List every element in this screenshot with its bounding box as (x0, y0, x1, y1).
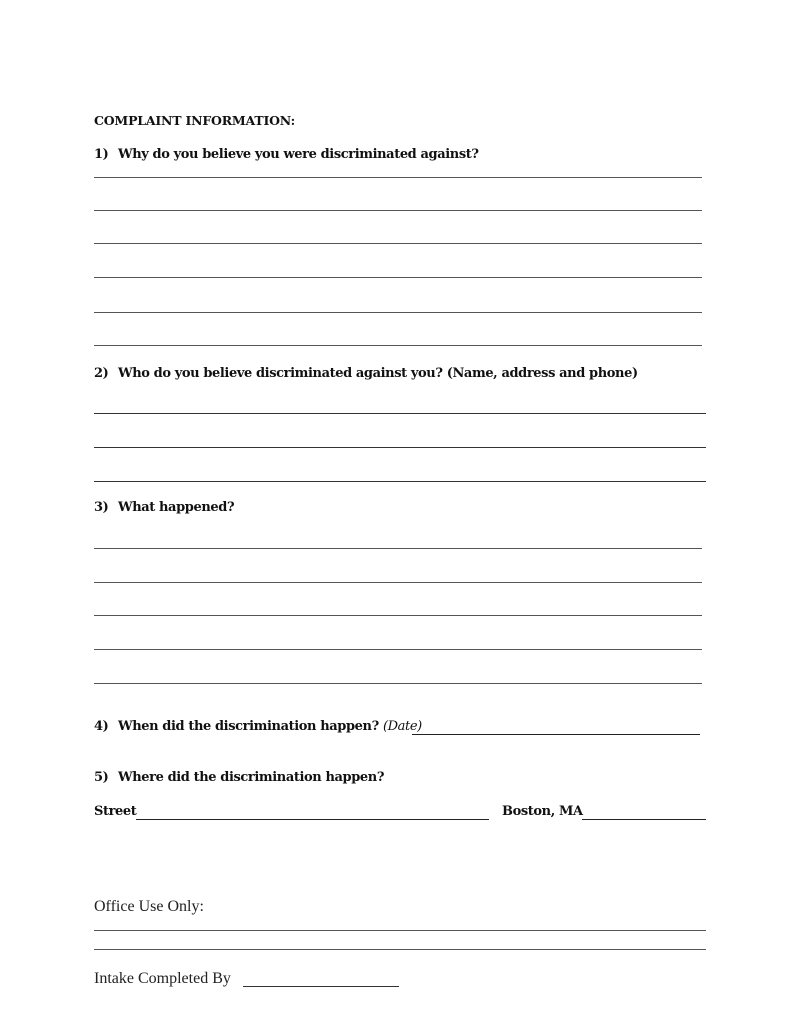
section-title: COMPLAINT INFORMATION: (94, 113, 295, 128)
question-2-text: Who do you believe discriminated against you? (Name, address and phone) (118, 366, 638, 381)
question-1-number: 1) (94, 147, 109, 162)
question-4-hint: (Date) (382, 719, 422, 734)
office-use-line-1[interactable] (94, 930, 706, 931)
q1-answer-line-4[interactable] (94, 277, 702, 278)
q2-answer-line-3[interactable] (94, 481, 706, 482)
intake-completed-field[interactable] (243, 986, 399, 987)
question-5 (94, 770, 384, 785)
q2-answer-line-2[interactable] (94, 447, 706, 448)
question-3 (94, 500, 234, 515)
question-3-text: What happened? (118, 500, 235, 515)
q1-answer-line-2[interactable] (94, 210, 702, 211)
q3-answer-line-1[interactable] (94, 548, 702, 549)
question-1-text: Why do you believe you were discriminated against? (118, 147, 479, 162)
question-5-text: Where did the discrimination happen? (118, 770, 385, 785)
q1-answer-line-3[interactable] (94, 243, 702, 244)
office-use-title: Office Use Only: (94, 898, 204, 915)
q1-answer-line-6[interactable] (94, 345, 702, 346)
question-1 (94, 147, 479, 162)
question-3-number: 3) (94, 500, 109, 515)
question-2 (94, 366, 638, 381)
street-field[interactable] (136, 819, 489, 820)
zip-field[interactable] (582, 819, 706, 820)
q3-answer-line-3[interactable] (94, 615, 702, 616)
intake-completed-label: Intake Completed By (94, 970, 231, 987)
question-4-number: 4) (94, 719, 109, 734)
city-label: Boston, MA (502, 804, 583, 819)
question-2-number: 2) (94, 366, 109, 381)
q3-answer-line-4[interactable] (94, 649, 702, 650)
date-field[interactable] (412, 734, 700, 735)
q3-answer-line-5[interactable] (94, 683, 702, 684)
q1-answer-line-5[interactable] (94, 312, 702, 313)
question-4-text: When did the discrimination happen? (118, 719, 379, 734)
question-4 (94, 719, 422, 734)
question-5-number: 5) (94, 770, 109, 785)
q2-answer-line-1[interactable] (94, 413, 706, 414)
q3-answer-line-2[interactable] (94, 582, 702, 583)
street-label: Street (94, 804, 137, 819)
q1-answer-line-1[interactable] (94, 177, 702, 178)
office-use-line-2[interactable] (94, 949, 706, 950)
